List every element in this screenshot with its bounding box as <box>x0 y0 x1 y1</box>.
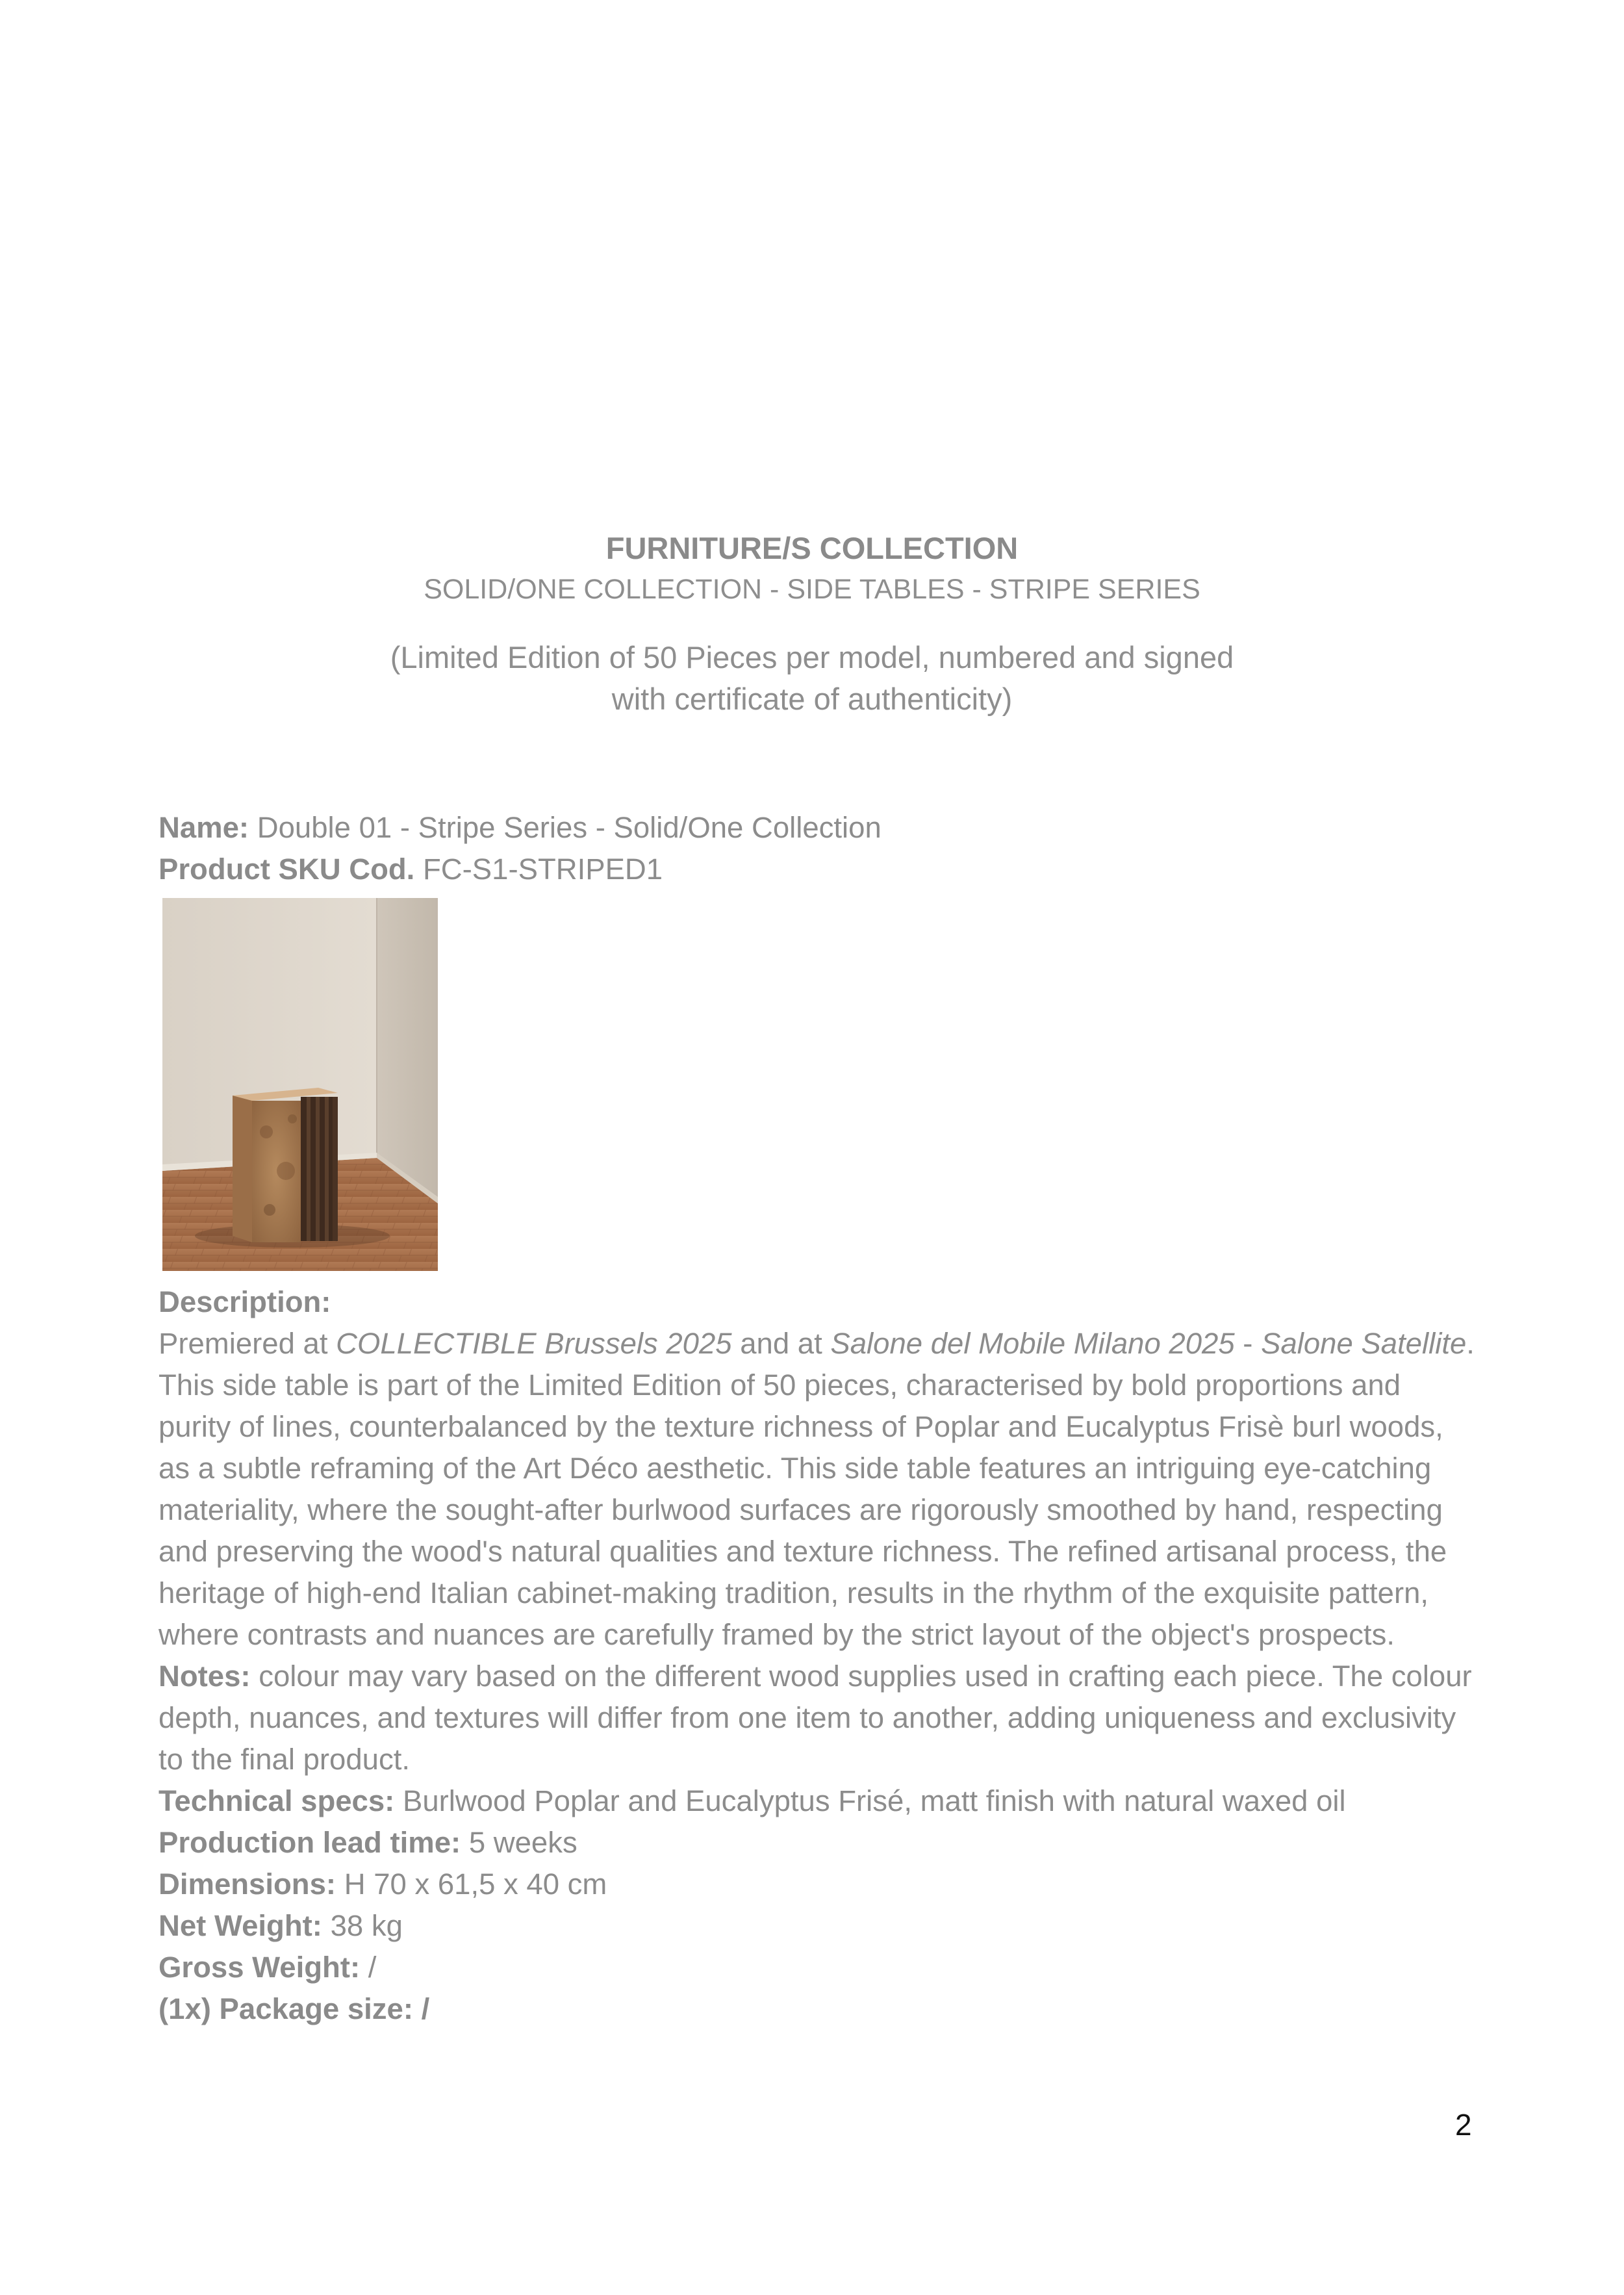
dimensions-value: H 70 x 61,5 x 40 cm <box>344 1867 607 1901</box>
description-and-at: and at <box>731 1327 831 1360</box>
sku-label: Product SKU Cod. <box>159 853 415 886</box>
edition-note <box>0 637 1624 720</box>
gross-weight <box>159 1947 1477 1988</box>
technical-specs <box>159 1780 1477 1822</box>
gross-weight-value: / <box>368 1951 377 1984</box>
description-intro: Premiered at <box>159 1327 336 1360</box>
technical-specs-value: Burlwood Poplar and Eucalyptus Frisé, matt finish with natural waxed oil <box>402 1784 1346 1817</box>
description-text <box>159 1323 1477 1656</box>
name-label: Name: <box>159 811 249 844</box>
edition-line-1: (Limited Edition of 50 Pieces per model, numbered and signed <box>390 640 1234 674</box>
net-weight <box>159 1905 1477 1947</box>
page-number: 2 <box>1455 2108 1472 2142</box>
description-dash: - <box>1234 1327 1262 1360</box>
lead-time-value: 5 weeks <box>468 1826 577 1859</box>
notes-label: Notes: <box>159 1660 251 1693</box>
description-label: Description: <box>159 1285 331 1318</box>
net-weight-value: 38 kg <box>330 1909 403 1942</box>
description-event-2: Salone del Mobile Milano 2025 <box>830 1327 1235 1360</box>
collection-title: FURNITURE/S COLLECTION <box>605 531 1019 565</box>
notes-value: colour may vary based on the different wood supplies used in crafting each piece. The colour depth, nuances, and textures will differ from one item to another, adding uniqueness and exclusivity to the final product. <box>159 1660 1472 1776</box>
description-event-3: Salone Satellite <box>1261 1327 1467 1360</box>
description-body: . This side table is part of the Limited Edition of 50 pieces, characterised by bold proportions and purity of lines, counterbalanced by the texture richness of Poplar and Eucalyptus Frisè burl woods, as a subtle reframing of the Art Déco aesthetic. This side table features an intriguing eye-catching materiality, where the sought-after burlwood surfaces are rigorously smoothed by hand, respecting and preserving the wood's natural qualities and texture richness. The refined artisanal process, the heritage of high-end Italian cabinet-making tradition, results in the rhythm of the exquisite pattern, where contrasts and nuances are carefully framed by the strict layout of the object's prospects. <box>159 1327 1475 1651</box>
dimensions-label: Dimensions: <box>159 1867 336 1901</box>
name-value: Double 01 - Stripe Series - Solid/One Collection <box>257 811 882 844</box>
collection-subtitle: SOLID/ONE COLLECTION - SIDE TABLES - STRIPE SERIES <box>424 574 1200 605</box>
sku-value: FC-S1-STRIPED1 <box>422 853 663 886</box>
product-sku <box>159 849 1477 890</box>
dimensions <box>159 1864 1477 1905</box>
gross-weight-label: Gross Weight: <box>159 1951 361 1984</box>
net-weight-label: Net Weight: <box>159 1909 322 1942</box>
description-heading <box>159 1281 1477 1323</box>
production-lead-time <box>159 1822 1477 1864</box>
edition-line-2: with certificate of authenticity) <box>611 682 1013 716</box>
side-table-photo-icon <box>162 898 438 1271</box>
package-size-label: (1x) Package size: / <box>159 1992 430 2025</box>
package-size <box>159 1988 1477 2030</box>
technical-specs-label: Technical specs: <box>159 1784 395 1817</box>
lead-time-label: Production lead time: <box>159 1826 461 1859</box>
product-name <box>159 807 1477 849</box>
product-sheet <box>159 807 1477 2030</box>
notes <box>159 1656 1477 1780</box>
product-photo <box>162 898 438 1271</box>
collection-header <box>0 528 1624 720</box>
description-event-1: COLLECTIBLE Brussels 2025 <box>336 1327 732 1360</box>
